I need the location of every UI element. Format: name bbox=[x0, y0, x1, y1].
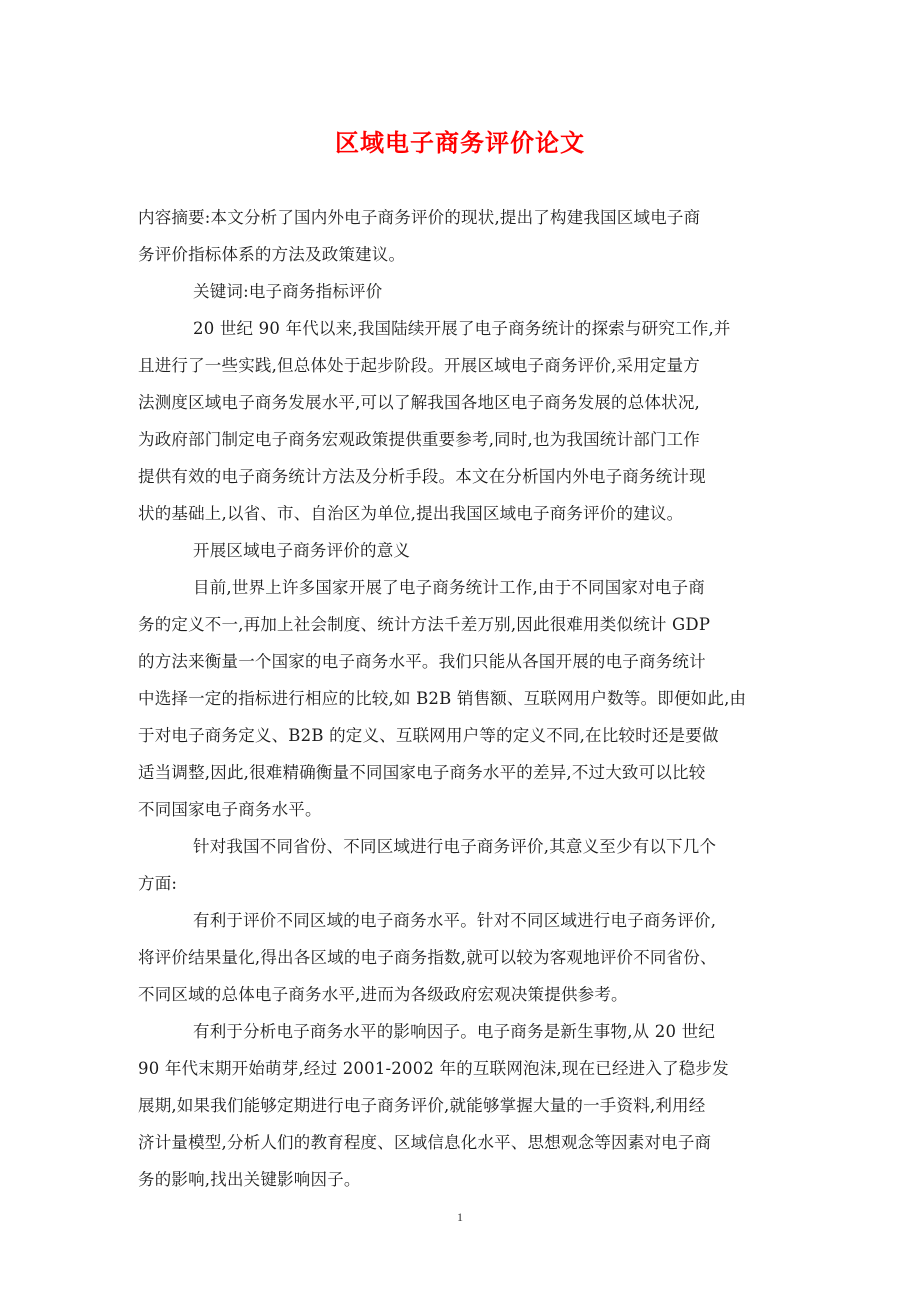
body-line: 的方法来衡量一个国家的电子商务水平。我们只能从各国开展的电子商务统计 bbox=[138, 652, 706, 671]
body-line: 针对我国不同省份、不同区域进行电子商务评价,其意义至少有以下几个 bbox=[193, 837, 717, 856]
abstract-line-2: 务评价指标体系的方法及政策建议。 bbox=[138, 245, 406, 264]
body-line: 90 年代末期开始萌芽,经过 2001-2002 年的互联网泡沫,现在已经进入了稳步发 bbox=[138, 1059, 729, 1078]
document-title: 区域电子商务评价论文 bbox=[335, 128, 585, 157]
body-line: 状的基础上,以省、市、自治区为单位,提出我国区域电子商务评价的建议。 bbox=[138, 504, 684, 523]
abstract-line-1: 内容摘要:本文分析了国内外电子商务评价的现状,提出了构建我国区域电子商 bbox=[138, 208, 701, 227]
body-line: 务的定义不一,再加上社会制度、统计方法千差万别,因此很难用类似统计 GDP bbox=[138, 615, 711, 634]
body-line: 为政府部门制定电子商务宏观政策提供重要参考,同时,也为我国统计部门工作 bbox=[138, 430, 700, 449]
body-line: 20 世纪 90 年代以来,我国陆续开展了电子商务统计的探索与研究工作,并 bbox=[193, 319, 731, 338]
body-line: 不同国家电子商务水平。 bbox=[138, 800, 322, 819]
page-number: 1 bbox=[457, 1210, 463, 1224]
body-line: 中选择一定的指标进行相应的比较,如 B2B 销售额、互联网用户数等。即便如此,由 bbox=[138, 689, 747, 708]
section-heading: 开展区域电子商务评价的意义 bbox=[193, 541, 411, 560]
body-line: 将评价结果量化,得出各区域的电子商务指数,就可以较为客观地评价不同省份、 bbox=[138, 948, 717, 967]
body-line: 务的影响,找出关键影响因子。 bbox=[138, 1170, 361, 1189]
body-line: 展期,如果我们能够定期进行电子商务评价,就能够掌握大量的一手资料,利用经 bbox=[138, 1096, 706, 1115]
body-line: 于对电子商务定义、B2B 的定义、互联网用户等的定义不同,在比较时还是要做 bbox=[138, 726, 719, 745]
body-line: 有利于分析电子商务水平的影响因子。电子商务是新生事物,从 20 世纪 bbox=[193, 1022, 716, 1041]
body-line: 不同区域的总体电子商务水平,进而为各级政府宏观决策提供参考。 bbox=[138, 985, 628, 1004]
body-line: 方面: bbox=[138, 874, 178, 893]
body-line: 目前,世界上许多国家开展了电子商务统计工作,由于不同国家对电子商 bbox=[193, 578, 705, 597]
keywords-line: 关键词:电子商务指标评价 bbox=[193, 282, 383, 301]
body-line: 法测度区域电子商务发展水平,可以了解我国各地区电子商务发展的总体状况, bbox=[138, 393, 700, 412]
body-line: 且进行了一些实践,但总体处于起步阶段。开展区域电子商务评价,采用定量方 bbox=[138, 356, 700, 375]
body-line: 适当调整,因此,很难精确衡量不同国家电子商务水平的差异,不过大致可以比较 bbox=[138, 763, 706, 782]
body-line: 有利于评价不同区域的电子商务水平。针对不同区域进行电子商务评价, bbox=[193, 911, 717, 930]
body-line: 济计量模型,分析人们的教育程度、区域信息化水平、思想观念等因素对电子商 bbox=[138, 1133, 712, 1152]
body-line: 提供有效的电子商务统计方法及分析手段。本文在分析国内外电子商务统计现 bbox=[138, 467, 706, 486]
